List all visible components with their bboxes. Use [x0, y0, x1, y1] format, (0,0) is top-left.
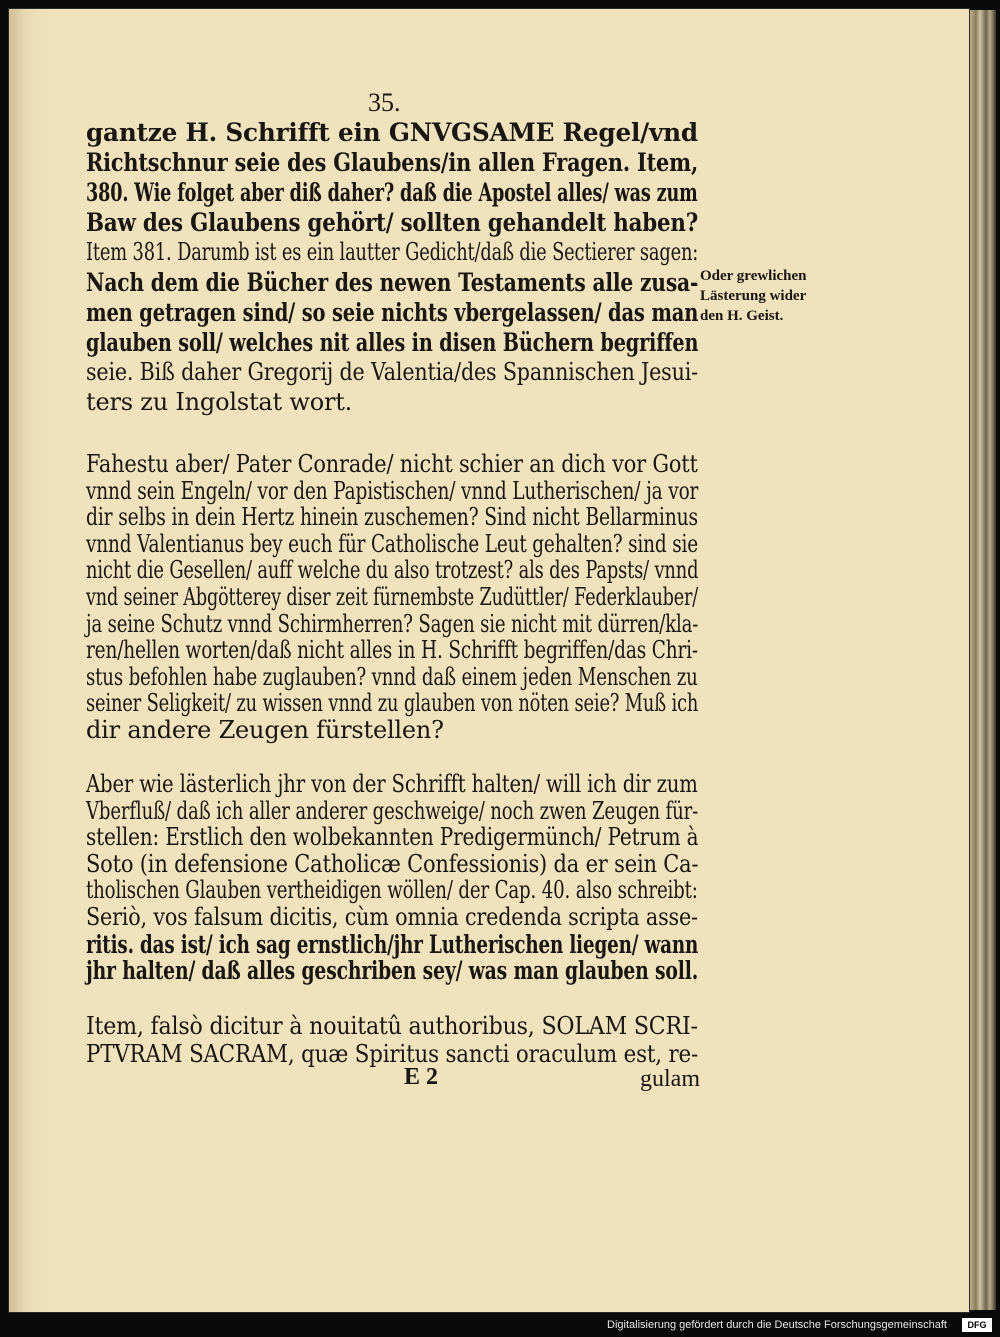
text-line: dir andere Zeugen fürstellen?	[86, 716, 444, 744]
text-line: ja seine Schutz vnnd Schirmherren? Sagen sie nicht mit dürren/kla-	[86, 609, 699, 638]
text-line: Soto (in defensione Catholicæ Confessionis) da er sein Ca-	[86, 849, 699, 878]
text-line: Aber wie lästerlich jhr von der Schrifft halten/ will ich dir zum	[86, 770, 698, 798]
text-line: glauben soll/ welches nit alles in disen Büchern begriffen	[86, 328, 699, 357]
text-line: tholischen Glauben vertheidigen wöllen/ der Cap. 40. also schreibt:	[86, 876, 698, 905]
text-line: seiner Seligkeit/ zu wissen vnnd zu glauben von nöten seie? Muß ich	[86, 689, 699, 718]
text-line: ters zu Ingolstat wort.	[86, 388, 353, 416]
margin-note	[700, 266, 807, 326]
text-line: seie. Biß daher Gregorij de Valentia/des Spannischen Jesui-	[86, 358, 698, 386]
book-fore-edge	[970, 10, 996, 1310]
text-line: PTVRAM SACRAM, quæ Spiritus sancti oraculum est, re-	[86, 1040, 699, 1068]
catchword: gulam	[640, 1066, 700, 1092]
margin-note-line: Oder grewlichen	[700, 268, 807, 284]
text-line: dir selbs in dein Hertz hinein zuschemen? Sind nicht Bellarminus	[86, 503, 698, 532]
digitization-credit: Digitalisierung gefördert durch die Deutsche Forschungsgemeinschaft	[607, 1319, 947, 1331]
text-line: ritis. das ist/ ich sag ernstlich/jhr Lutherischen liegen/ wann	[86, 929, 699, 959]
text-line: Seriò, vos falsum dicitis, cùm omnia credenda scripta asse-	[86, 903, 698, 931]
text-line: stus befohlen habe zuglauben? vnnd daß einem jeden Menschen zu	[86, 662, 698, 691]
text-line: Baw des Glaubens gehört/ sollten gehandelt haben?	[86, 208, 699, 237]
text-line: Nach dem die Bücher des newen Testaments alle zusa-	[86, 268, 699, 297]
text-line: gantze H. Schrifft ein GNVGSAME Regel/vnd	[86, 118, 698, 147]
text-line: vnnd Valentianus bey euch für Catholische Leut gehalten? sind sie	[86, 529, 699, 558]
text-line: Item 381. Darumb ist es ein lautter Gedicht/daß die Sectierer sagen:	[86, 238, 699, 266]
signature-mark: E 2	[404, 1064, 439, 1090]
margin-note-line: Lästerung wider	[700, 288, 807, 304]
text-line: stellen: Erstlich den wolbekannten Predigermünch/ Petrum à	[86, 823, 699, 852]
text-line: Item, falsò dicitur à nouitatû authoribus, SOLAM SCRI-	[86, 1012, 698, 1040]
text-line: Richtschnur seie des Glaubens/in allen Fragen. Item,	[86, 148, 699, 177]
text-line: nicht die Gesellen/ auff welche du also trotzest? als des Papsts/ vnnd	[86, 556, 699, 585]
text-line: vnd seiner Abgötterey diser zeit fürnembste Zudüttler/ Federklauber/	[86, 583, 699, 611]
text-line: ren/hellen worten/daß nicht alles in H. Schrifft begriffen/das Chri-	[86, 636, 698, 665]
text-line: vnnd sein Engeln/ vor den Papistischen/ vnnd Lutherischen/ ja vor	[86, 476, 699, 505]
text-line: Fahestu aber/ Pater Conrade/ nicht schier an dich vor Gott	[86, 450, 698, 478]
text-line: 380. Wie folget aber diß daher? daß die Apostel alles/ was zum	[86, 178, 698, 207]
text-line: jhr halten/ daß alles geschriben sey/ was man glauben soll.	[86, 956, 699, 986]
text-line: men getragen sind/ so seie nichts vbergelassen/ das man	[86, 298, 699, 327]
text-line: Vberfluß/ daß ich aller anderer geschweige/ noch zwen Zeugen für-	[86, 796, 699, 825]
margin-note-line: den H. Geist.	[700, 308, 784, 324]
dfg-logo: DFG	[962, 1318, 992, 1332]
page-number: 35.	[368, 88, 401, 117]
